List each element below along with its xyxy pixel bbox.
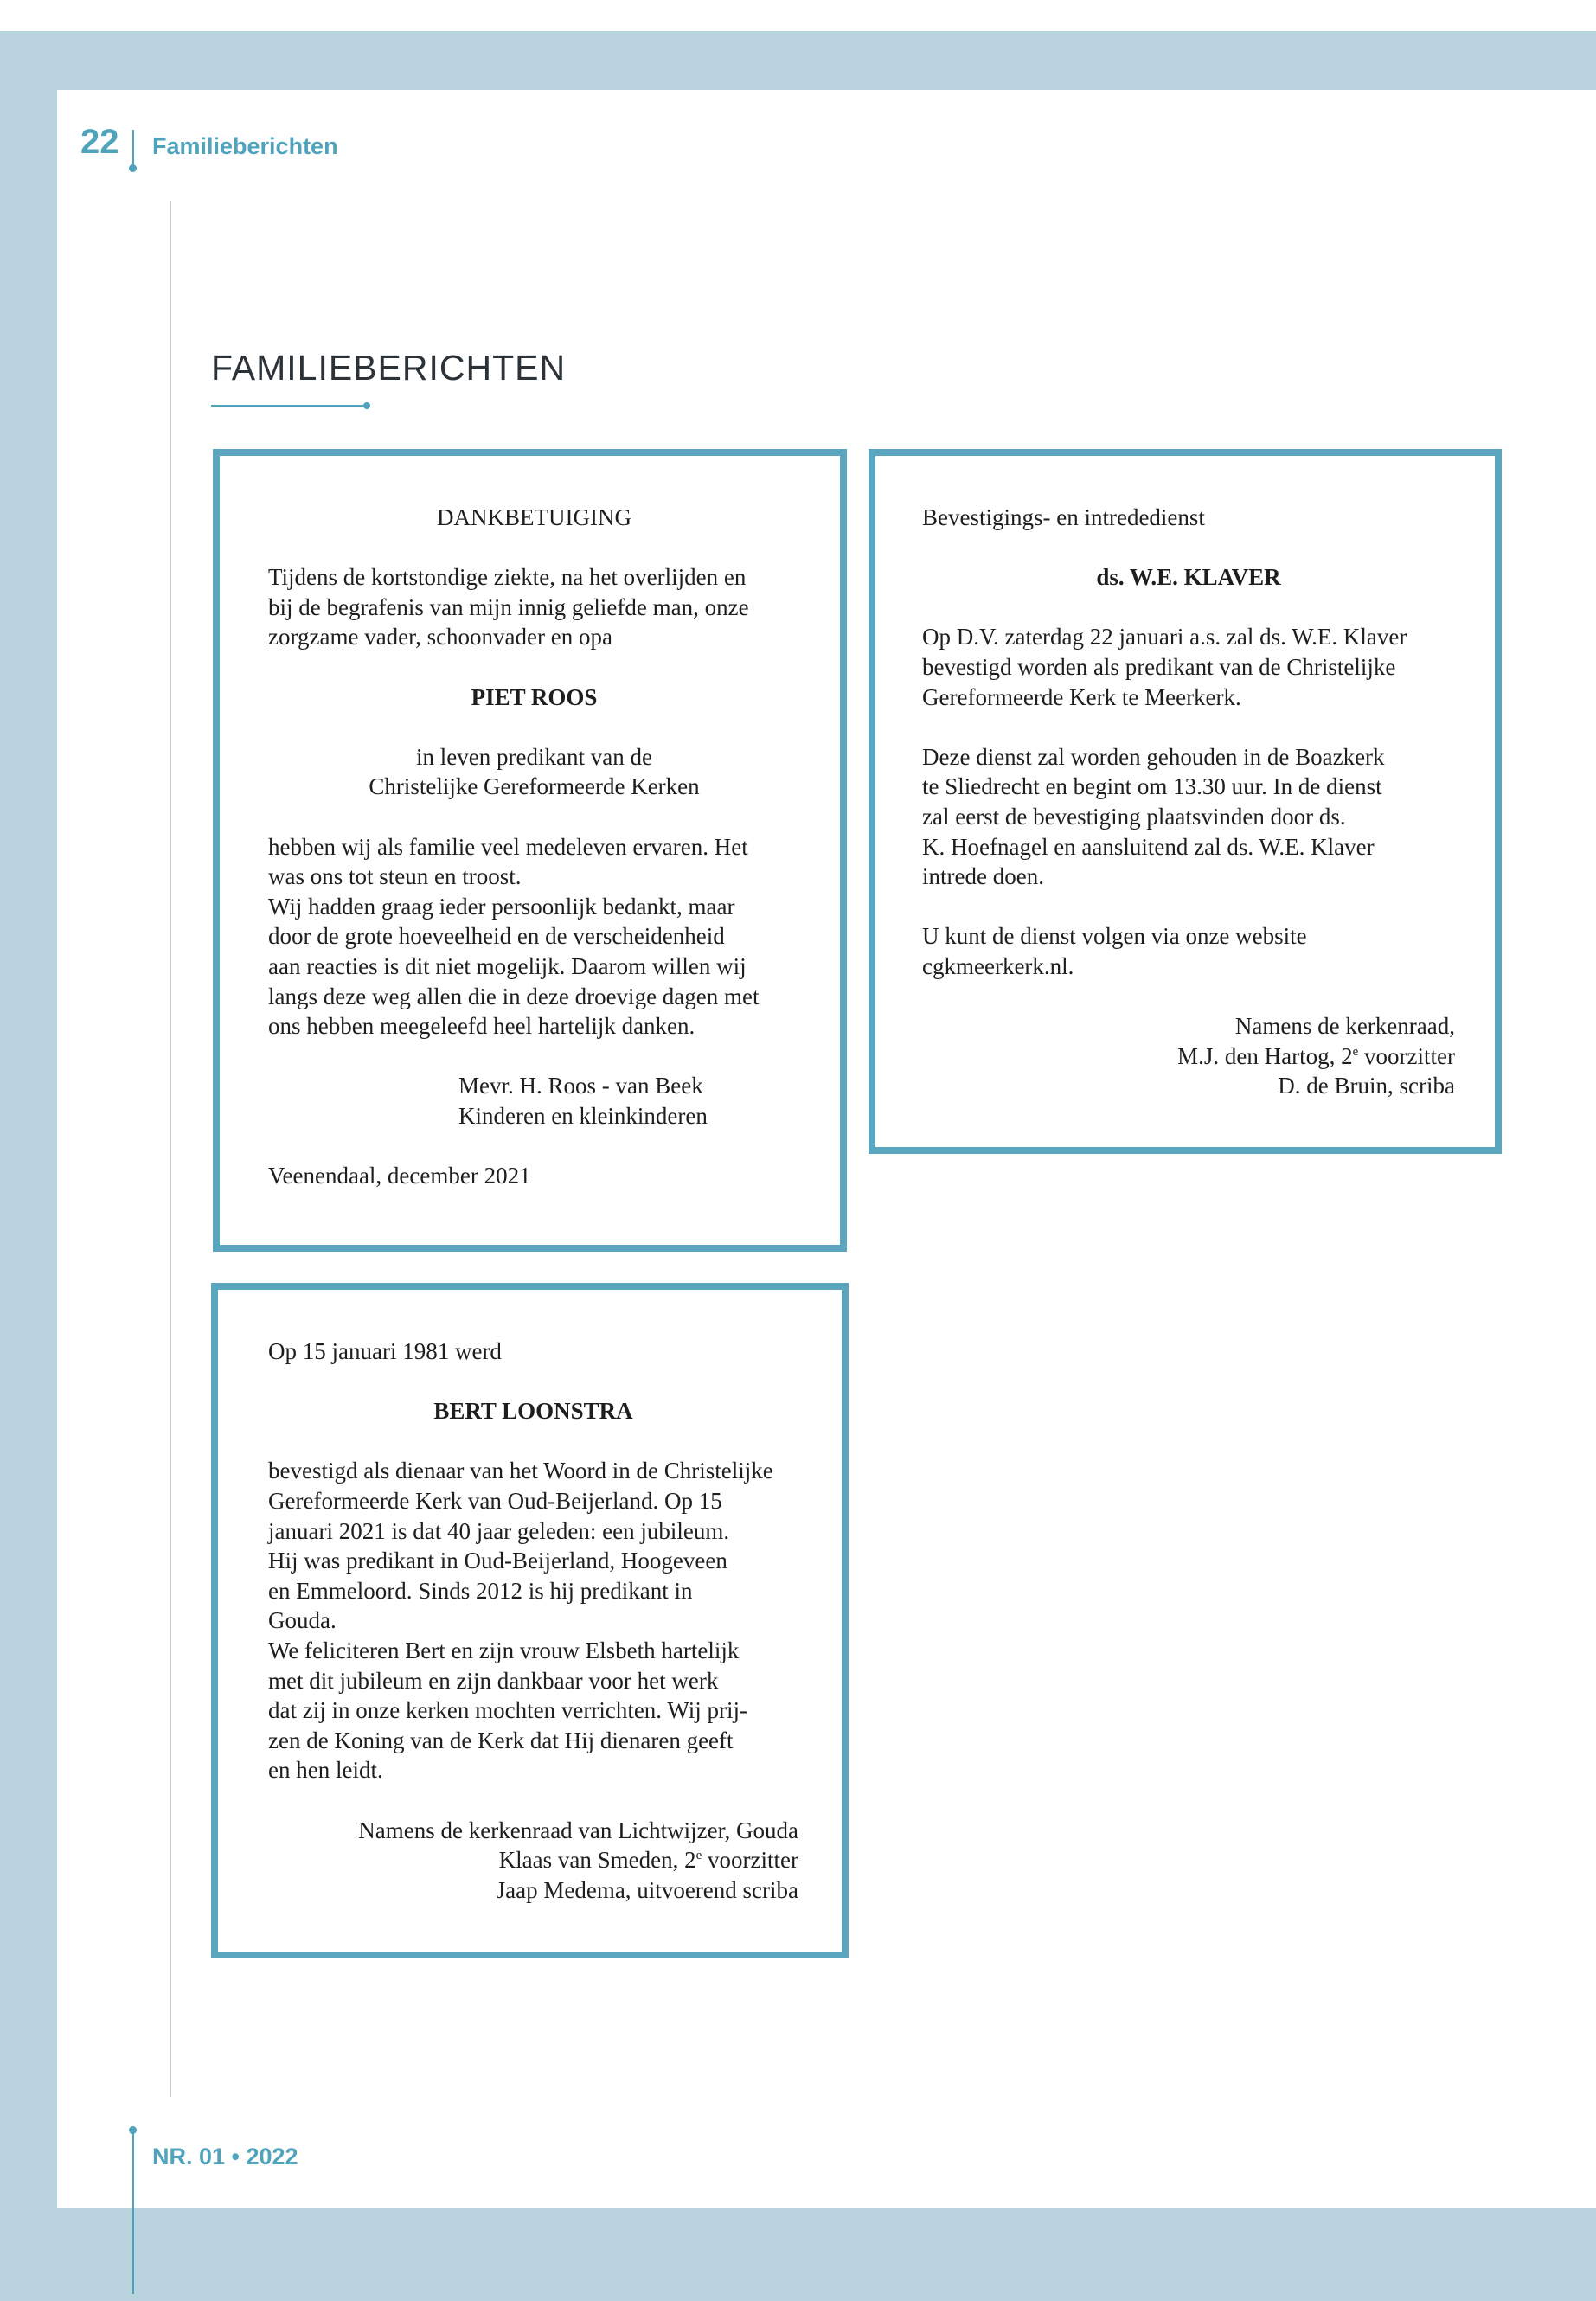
text-line: langs deze weg allen die in deze droevige dagen met [268,983,760,1009]
place-date: Veenendaal, december 2021 [268,1163,531,1189]
text-line: cgkmeerkerk.nl. [922,952,1074,979]
text-line: zen de Koning van de Kerk dat Hij dienaren geeft [268,1727,734,1753]
page-title: FAMILIEBERICHTEN [211,348,567,388]
issue-number: NR. 01 • 2022 [152,2144,298,2170]
text-line: zorgzame vader, schoonvader en opa [268,624,612,651]
page-frame-top [0,31,1596,90]
text-line: zal eerst de bevestiging plaatsvinden door ds. [922,803,1346,830]
header-divider-dot [129,164,137,172]
text-line: door de grote hoeveelheid en de verscheidenheid [268,923,725,950]
signature-line: Klaas van Smeden, 2e voorzitter [498,1847,798,1874]
margin-rule [170,201,171,2097]
signature-line: D. de Bruin, scriba [1278,1073,1455,1099]
page-number: 22 [80,123,119,161]
text-line: was ons tot steun en troost. [268,863,522,890]
text-line: ons hebben meegeleefd heel hartelijk danken. [268,1013,695,1040]
text-line: Op D.V. zaterdag 22 januari a.s. zal ds. W.E. Klaver [922,624,1407,651]
text-line: bevestigd worden als predikant van de Christelijke [922,653,1396,680]
deceased-name: PIET ROOS [471,683,598,710]
text-line: dat zij in onze kerken mochten verrichten. Wij prij- [268,1697,747,1724]
minister-name: ds. W.E. KLAVER [1096,564,1281,591]
text-line: januari 2021 is dat 40 jaar geleden: een jubileum. [268,1517,730,1544]
text-line: K. Hoefnagel en aansluitend zal ds. W.E. Klaver [922,833,1375,860]
signature-line: Namens de kerkenraad van Lichtwijzer, Gouda [358,1817,798,1843]
page-frame-bottom [0,2208,1596,2301]
text-line: Wij hadden graag ieder persoonlijk bedankt, maar [268,893,735,920]
text-line: Gereformeerde Kerk van Oud-Beijerland. Op 15 [268,1487,722,1514]
footer-divider-dot [129,2126,137,2134]
signature-line: Namens de kerkenraad, [1234,1013,1455,1040]
text-line: bij de begrafenis van mijn innig geliefde man, onze [268,593,749,620]
text-line: met dit jubileum en zijn dankbaar voor het werk [268,1667,719,1694]
notice-title: DANKBETUIGING [437,504,631,530]
text-line: hebben wij als familie veel medeleven ervaren. Het [268,833,748,860]
notice-jubileum [211,1283,849,1958]
text-line: Deze dienst zal worden gehouden in de Boazkerk [922,743,1385,770]
text-line: U kunt de dienst volgen via onze website [922,923,1307,950]
text-line: Gereformeerde Kerk te Meerkerk. [922,683,1241,710]
signature-line: Kinderen en kleinkinderen [458,1102,708,1129]
header-divider [132,130,134,168]
text-line: Christelijke Gereformeerde Kerken [369,773,700,800]
text-line: te Sliedrecht en begint om 13.30 uur. In de dienst [922,773,1382,800]
text-line: en hen leidt. [268,1757,383,1784]
text-line: in leven predikant van de [416,743,652,770]
text-line: en Emmeloord. Sinds 2012 is hij predikant in [268,1577,693,1604]
text-line: Hij was predikant in Oud-Beijerland, Hoogeveen [268,1548,727,1574]
title-underline-dot [363,402,370,409]
signature-line: Jaap Medema, uitvoerend scriba [496,1876,798,1903]
text-line: Gouda. [268,1607,337,1634]
title-underline [211,405,367,407]
signature-line: M.J. den Hartog, 2e voorzitter [1177,1042,1455,1069]
section-label: Familieberichten [152,133,338,159]
minister-name: BERT LOONSTRA [433,1398,633,1425]
page-frame-left [0,31,57,2301]
text-line: Tijdens de kortstondige ziekte, na het overlijden en [268,564,747,591]
signature-line: Mevr. H. Roos - van Beek [458,1073,703,1099]
text-line: We feliciteren Bert en zijn vrouw Elsbeth hartelijk [268,1637,740,1663]
text-line: aan reacties is dit niet mogelijk. Daarom willen wij [268,952,747,979]
text-line: intrede doen. [922,863,1044,890]
notice-bevestiging [869,449,1502,1154]
footer-divider [132,2130,134,2294]
text-line: bevestigd als dienaar van het Woord in de Christelijke [268,1458,773,1484]
notice-dankbetuiging [213,449,847,1252]
notice-title: Bevestigings- en intrededienst [922,504,1205,530]
text-line: Op 15 januari 1981 werd [268,1338,502,1364]
